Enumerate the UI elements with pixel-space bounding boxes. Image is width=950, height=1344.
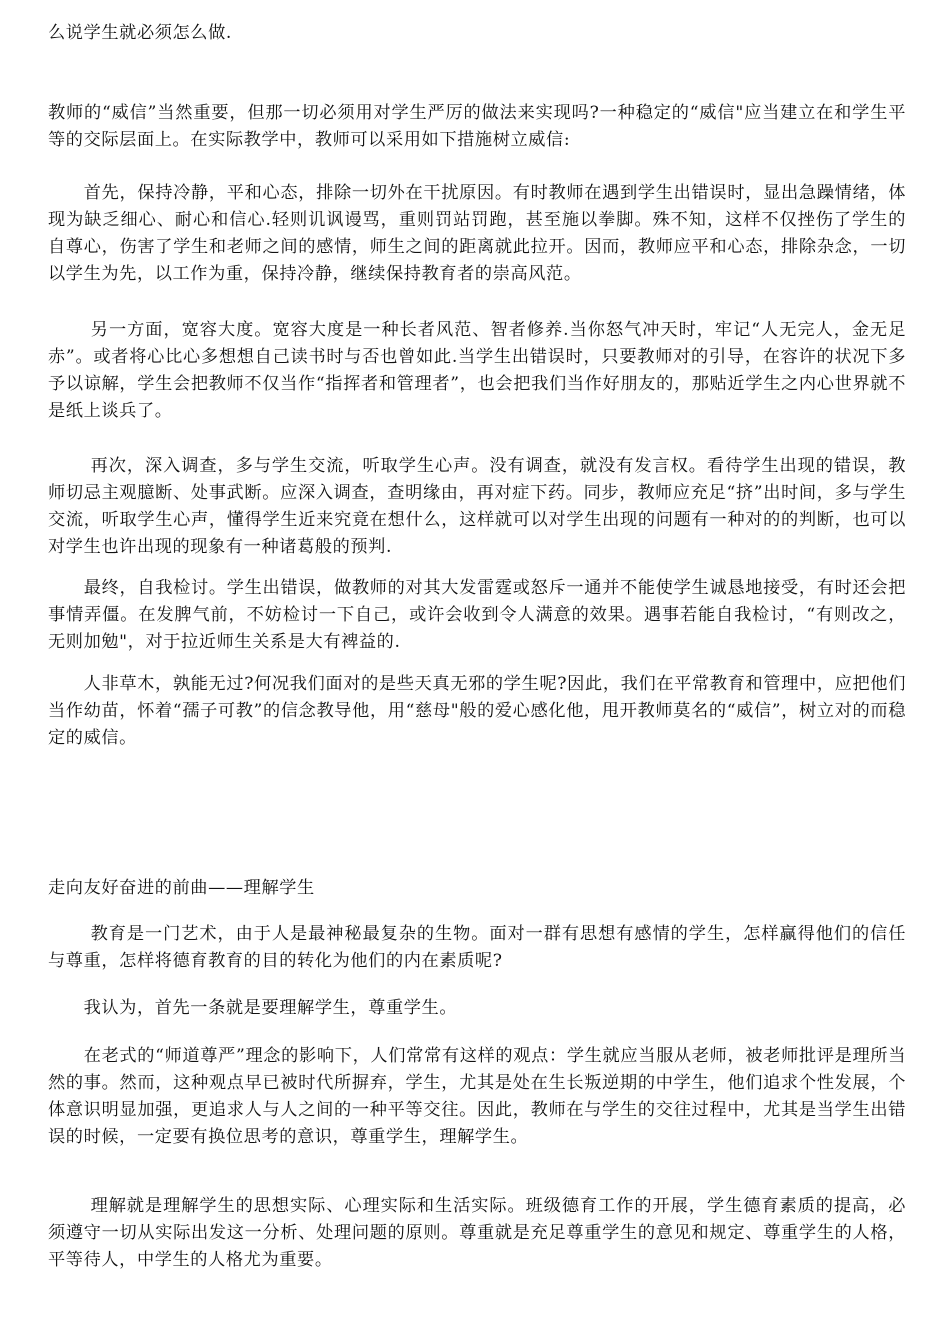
section-heading: 走向友好奋进的前曲——理解学生: [48, 878, 315, 898]
paragraph: 教师的“威信”当然重要，但那一切必须用对学生严厉的做法来实现吗?一种稳定的“威信"应当建立在和学生平等的交际层面上。在实际教学中，教师可以采用如下措施树立威信:: [48, 103, 906, 150]
paragraph: 再次，深入调查，多与学生交流，听取学生心声。没有调查，就没有发言权。看待学生出现的错误，教师切忌主观臆断、处事武断。应深入调查，查明缘由，再对症下药。同步，教师应充足“挤”出时间，多与学生交流，听取学生心声，懂得学生近来究竟在想什么，这样就可以对学生出现的问题有一种对的的判断，也可以对学生也许出现的现象有一种诸葛般的预判.: [48, 456, 906, 557]
paragraph: 最终，自我检讨。学生出错误，做教师的对其大发雷霆或怒斥一通并不能使学生诚恳地接受，有时还会把事情弄僵。在发脾气前，不妨检讨一下自己，或许会收到令人满意的效果。遇事若能自我检讨，“有则改之，无则加勉"，对于拉近师生关系是大有裨益的.: [48, 578, 906, 652]
paragraph: 首先，保持冷静，平和心态，排除一切外在干扰原因。有时教师在遇到学生出错误时，显出急躁情绪，体现为缺乏细心、耐心和信心.轻则讥讽谩骂，重则罚站罚跑，甚至施以拳脚。殊不知，这样不仅挫伤了学生的自尊心，伤害了学生和老师之间的感情，师生之间的距离就此拉开。因而，教师应平和心态，排除杂念，一切以学生为先，以工作为重，保持冷静，继续保持教育者的崇高风范。: [48, 183, 906, 284]
paragraph: 人非草木，孰能无过?何况我们面对的是些天真无邪的学生呢?因此，我们在平常教育和管理中，应把他们当作幼苗，怀着“孺子可教”的信念教导他，用“慈母"般的爱心感化他，甩开教师莫名的“威信”，树立对的而稳定的威信。: [48, 674, 906, 748]
paragraph: 在老式的“师道尊严”理念的影响下，人们常常有这样的观点：学生就应当服从老师，被老师批评是理所当然的事。然而，这种观点早已被时代所摒弃，学生，尤其是处在生长叛逆期的中学生，他们追求个性发展，个体意识明显加强，更追求人与人之间的一种平等交往。因此，教师在与学生的交往过程中，尤其是当学生出错误的时候，一定要有换位思考的意识，尊重学生，理解学生。: [48, 1046, 906, 1147]
paragraph: 另一方面，宽容大度。宽容大度是一种长者风范、智者修养.当你怒气冲天时，牢记“人无完人，金无足赤”。或者将心比心多想想自己读书时与否也曾如此.当学生出错误时，只要教师对的引导，在容许的状况下多予以谅解，学生会把教师不仅当作“指挥者和管理者”，也会把我们当作好朋友的，那贴近学生之内心世界就不是纸上谈兵了。: [48, 320, 906, 421]
paragraph: 教育是一门艺术，由于人是最神秘最复杂的生物。面对一群有思想有感情的学生，怎样赢得他们的信任与尊重，怎样将德育教育的目的转化为他们的内在素质呢?: [48, 924, 906, 971]
paragraph: 我认为，首先一条就是要理解学生，尊重学生。: [48, 998, 458, 1018]
paragraph: 理解就是理解学生的思想实际、心理实际和生活实际。班级德育工作的开展，学生德育素质的提高，必须遵守一切从实际出发这一分析、处理问题的原则。尊重就是充足尊重学生的意见和规定、尊重学生的人格，平等待人，中学生的人格尤为重要。: [48, 1196, 906, 1270]
paragraph: 么说学生就必须怎么做.: [48, 23, 232, 43]
